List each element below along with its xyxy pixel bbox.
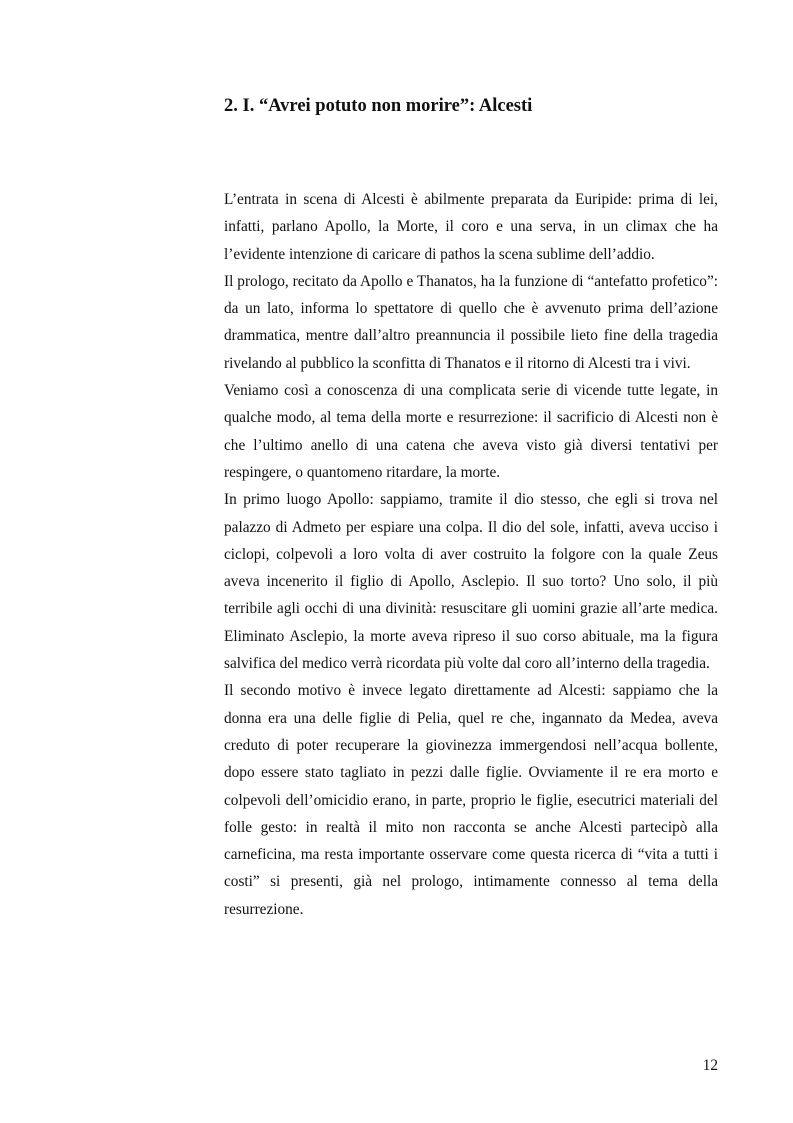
body-text <box>224 186 718 923</box>
section-heading: 2. I. “Avrei potuto non morire”: Alcesti <box>224 96 533 116</box>
paragraph: Il secondo motivo è invece legato direttamente ad Alcesti: sappiamo che la donna era una delle figlie di Pelia, quel re che, ingannato da Medea, aveva creduto di poter recuperare la giovinezza immergendosi nell’acqua bollente, dopo essere stato tagliato in pezzi dalle figlie. Ovviamente il re era morto e colpevoli dell’omicidio erano, in parte, proprio le figlie, esecutrici materiali del folle gesto: in realtà il mito non racconta se anche Alcesti partecipò alla carneficina, ma resta importante osservare come questa ricerca di “vita a tutti i costi” si presenti, già nel prologo, intimamente connesso al tema della resurrezione. <box>224 682 718 918</box>
paragraph: Veniamo così a conoscenza di una complicata serie di vicende tutte legate, in qualche modo, al tema della morte e resurrezione: il sacrificio di Alcesti non è che l’ultimo anello di una catena che aveva visto già diversi tentativi per respingere, o quantomeno ritardare, la morte. <box>224 382 718 481</box>
paragraph: Il prologo, recitato da Apollo e Thanatos, ha la funzione di “antefatto profetico”: da un lato, informa lo spettatore di quello che è avvenuto prima dell’azione drammatica, mentre dall’altro preannuncia il possibile lieto fine della tragedia rivelando al pubblico la sconfitta di Thanatos e il ritorno di Alcesti tra i vivi. <box>224 272 718 372</box>
paragraph: In primo luogo Apollo: sappiamo, tramite il dio stesso, che egli si trova nel palazzo di Admeto per espiare una colpa. Il dio del sole, infatti, aveva ucciso i ciclopi, colpevoli a loro volta di aver costruito la folgore con la quale Zeus aveva incenerito il figlio di Apollo, Asclepio. Il suo torto? Uno solo, il più terribile agli occhi di una divinità: resuscitare gli uomini grazie all’arte medica. Eliminato Asclepio, la morte aveva ripreso il suo corso abituale, ma la figura salvifica del medico verrà ricordata più volte dal coro all’interno della tragedia. <box>224 491 718 673</box>
page-number: 12 <box>702 1057 718 1074</box>
paragraph: L’entrata in scena di Alcesti è abilmente preparata da Euripide: prima di lei, infatti, parlano Apollo, la Morte, il coro e una serva, in un climax che ha l’evidente intenzione di caricare di pathos la scena sublime dell’addio. <box>224 191 718 263</box>
